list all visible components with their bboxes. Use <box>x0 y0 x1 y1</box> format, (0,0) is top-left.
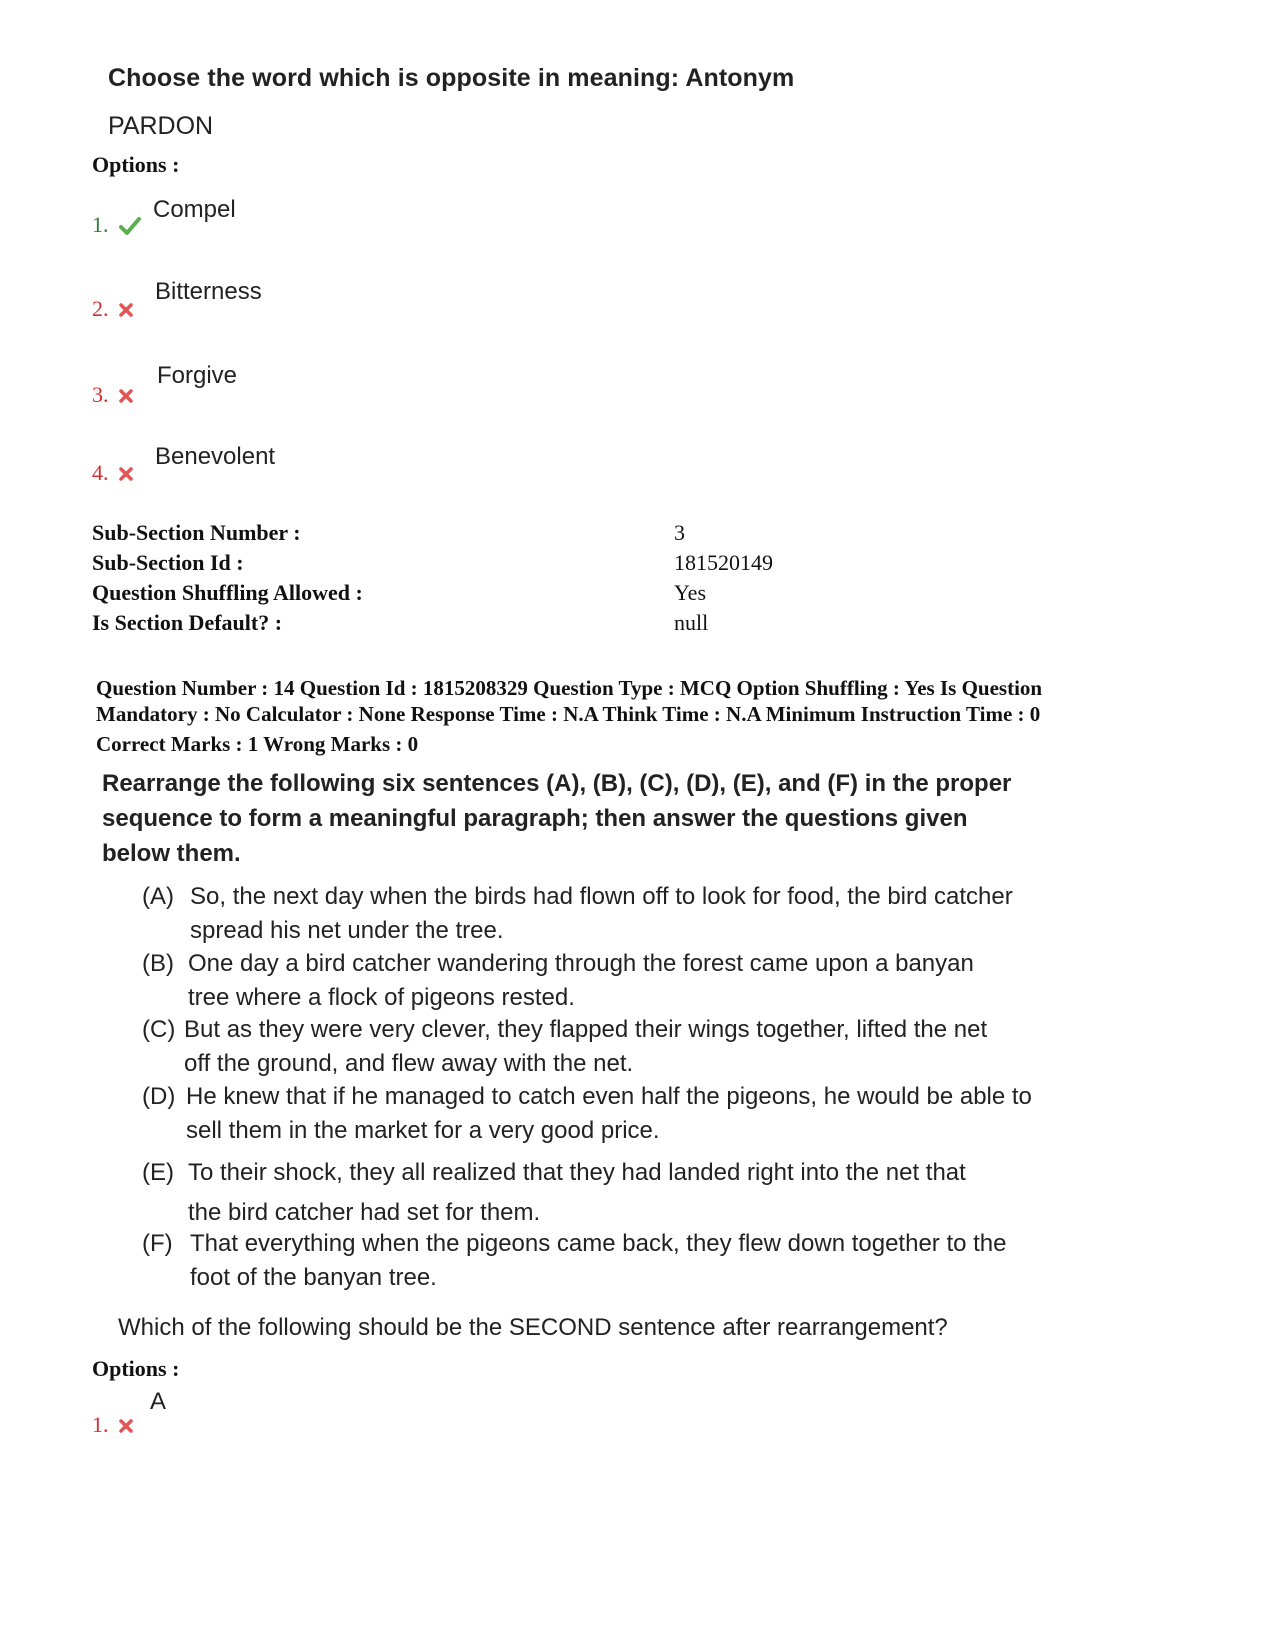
meta-value: 3 <box>674 520 685 545</box>
sentence-line: spread his net under the tree. <box>190 917 504 944</box>
option-text-3: Forgive <box>157 362 238 389</box>
meta-value: Yes <box>674 580 707 605</box>
sentence-tag: (A) <box>142 883 174 910</box>
sentence-line: He knew that if he managed to catch even half the pigeons, he would be able to <box>186 1083 1032 1110</box>
option-index: 3. <box>92 382 109 407</box>
option-text-1: Compel <box>153 196 236 223</box>
sentence-tag: (F) <box>142 1230 173 1257</box>
option-number-1 <box>92 1412 133 1438</box>
sentence-a <box>142 880 1142 948</box>
option-number-3 <box>92 382 133 408</box>
option-index: 2. <box>92 296 109 321</box>
option-text-4: Benevolent <box>155 443 276 470</box>
option-index: 4. <box>92 460 109 485</box>
options-label: Options : <box>92 1356 180 1381</box>
sentence-tag: (E) <box>142 1159 174 1186</box>
sentence-line: off the ground, and flew away with the net. <box>184 1050 634 1077</box>
sentence-line: the bird catcher had set for them. <box>188 1199 541 1226</box>
meta-label: Sub-Section Id : <box>92 550 244 575</box>
sentence-line: One day a bird catcher wandering through the forest came upon a banyan <box>188 950 974 977</box>
sentence-d <box>142 1080 1142 1148</box>
option-text-2: Bitterness <box>155 278 262 305</box>
marks-line: Correct Marks : 1 Wrong Marks : 0 <box>96 732 419 756</box>
sentence-line: That everything when the pigeons came back, they flew down together to the <box>190 1230 1007 1257</box>
meta-label: Is Section Default? : <box>92 610 283 635</box>
instruction-line: below them. <box>102 840 241 867</box>
question-info-line: Question Number : 14 Question Id : 1815208329 Question Type : MCQ Option Shuffling : Yes Is Question <box>96 676 1043 700</box>
options-label: Options : <box>92 152 180 177</box>
meta-label: Question Shuffling Allowed : <box>92 580 363 605</box>
option-number-2 <box>92 296 133 322</box>
cross-icon <box>119 467 133 486</box>
meta-value: 181520149 <box>674 550 773 575</box>
question-info-line: Mandatory : No Calculator : None Response Time : N.A Think Time : N.A Minimum Instruction Time : 0 <box>96 702 1041 726</box>
cross-icon <box>119 1419 133 1438</box>
meta-value: null <box>674 610 709 635</box>
sentence-line: To their shock, they all realized that they had landed right into the net that <box>188 1159 966 1186</box>
check-icon <box>119 216 141 241</box>
sentence-tag: (B) <box>142 950 174 977</box>
question-heading: Choose the word which is opposite in meaning: Antonym <box>108 64 795 92</box>
sentence-b <box>142 947 1142 1015</box>
sentence-f <box>142 1227 1142 1295</box>
instruction-line: sequence to form a meaningful paragraph; then answer the questions given <box>102 805 968 832</box>
question-info <box>96 675 1186 757</box>
option-number-4 <box>92 460 133 486</box>
cross-icon <box>119 303 133 322</box>
sentence-tag: (C) <box>142 1016 176 1043</box>
question-word: PARDON <box>108 112 214 140</box>
meta-label: Sub-Section Number : <box>92 520 301 545</box>
sentence-e <box>142 1153 1142 1229</box>
sub-question: Which of the following should be the SECOND sentence after rearrangement? <box>118 1314 948 1341</box>
cross-icon <box>119 389 133 408</box>
option-number-1 <box>92 212 141 241</box>
question-instruction <box>102 766 1122 871</box>
option-index: 1. <box>92 1412 109 1437</box>
sentence-line: tree where a flock of pigeons rested. <box>188 984 575 1011</box>
option-index: 1. <box>92 212 109 237</box>
sentence-line: So, the next day when the birds had flown off to look for food, the bird catcher <box>190 883 1013 910</box>
sentence-line: foot of the banyan tree. <box>190 1264 437 1291</box>
option-text-1: A <box>150 1388 167 1415</box>
sentence-c <box>142 1013 1142 1081</box>
sentence-line: sell them in the market for a very good price. <box>186 1117 660 1144</box>
sentence-line: But as they were very clever, they flapped their wings together, lifted the net <box>184 1016 988 1043</box>
instruction-line: Rearrange the following six sentences (A), (B), (C), (D), (E), and (F) in the proper <box>102 770 1012 797</box>
sentence-tag: (D) <box>142 1083 176 1110</box>
